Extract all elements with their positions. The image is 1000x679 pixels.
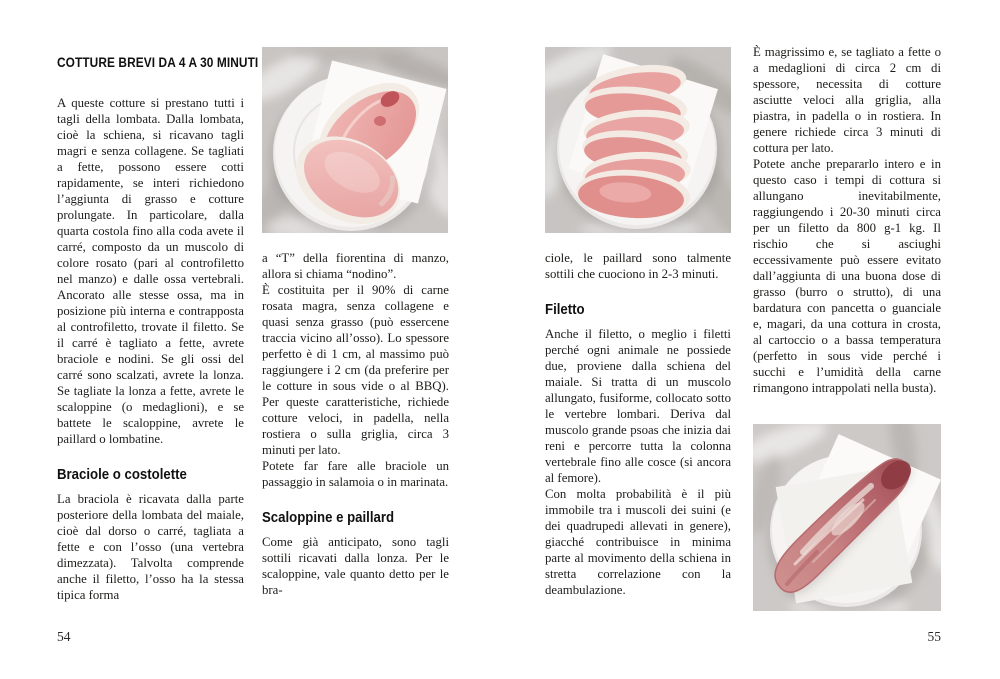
body-paragraph: Anche il filetto, o meglio i filetti perché ogni animale ne possiede due, proviene dalla schiena del maiale. Si tratta di un muscolo allungato, fusiforme, collocato sotto le vertebre lombari. Deriva dal muscolo grande psoas che inizia dai reni e percorre tutta la colonna vertebrale fino alle cosce (si ancora al femore). (545, 327, 731, 485)
spacer (262, 490, 449, 510)
spacer (545, 318, 731, 326)
body-paragraph: Potete anche prepararlo intero e in questo caso i tempi di cottura si allungano inevitabilmente, raggiungendo i 20-30 minuti circa per un filetto da 800 g-1 kg. Il rischio che si asciughi eccessivamente può essere evitato dall’aggiunta di una buona dose di grasso (burro o strutto), di una bardatura con pancetta o guanciale e, magari, da una cottura in crosta, al cartoccio o a bassa temperatura (perfetto in sous vide perché i succhi e l’umidità della carne rimangono intrappolati nella busta). (753, 157, 941, 395)
subheading-scaloppine: Scaloppine e paillard (262, 509, 395, 526)
body-paragraph: a “T” della fiorentina di manzo, allora si chiama “nodino”. (262, 251, 449, 281)
pork-chops-illustration (262, 47, 448, 233)
body-paragraph: È costituita per il 90% di carne rosata magra, senza collagene e quasi senza grasso (può essercene traccia vicino all’osso). Lo spessore perfetto è di 1 cm, al massimo può raggiungere i 2 cm (da preferire per le cotture in sous vide o al BBQ). Per queste caratteristiche, richiede cotture veloci, in padella, nella rostiera o sulla griglia, circa 3 minuti per lato. (262, 283, 449, 457)
body-paragraph: È magrissimo e, se tagliato a fette o a medaglioni di circa 2 cm di spessore, necessita di cotture asciutte veloci alla griglia, alla piastra, in padella o in rostiera. In genere richiede circa 3 minuti di cottura per lato. (753, 45, 941, 155)
pork-loin-slices-photo (545, 47, 731, 233)
spacer (262, 526, 449, 534)
spacer (57, 71, 244, 95)
body-paragraph: La braciola è ricavata dalla parte posteriore della lombata del maiale, cioè dal dorso o carré, tagliata a fette e con l’osso (una vertebra dimezzata). Talvolta comprende anche il filetto, l’osso ha la stessa tipica forma (57, 492, 244, 602)
subheading-filetto: Filetto (545, 301, 585, 318)
body-paragraph: Potete far fare alle braciole un passaggio in salamoia o in marinata. (262, 459, 449, 489)
pork-tenderloin-photo (753, 424, 941, 611)
left-page-column-1 (57, 55, 259, 603)
body-paragraph: A queste cotture si prestano tutti i tagli della lombata. Dalla lombata, cioè la schiena, si ricavano tagli magri e senza collagene. Se tagliati a fette, possono essere cotti rapidamente, se interi richiedono l’aggiunta di grasso e cotture prolungate. In particolare, dalla quarta costola fino alla coda avete il carré, composto da un muscolo di colore rosato (pari al controfiletto nel manzo) e dalle ossa vertebrali. Ancorato alle stesse ossa, ma in posizione più interna e contrapposta al controfiletto, trovate il filetto. Se il carré è tagliato a fette, avrete braciole e nodini. Se gli ossi del carré sono scalzati, avrete la lonza. Se tagliate la lonza a fette, avrete le scaloppine (o medaglioni), e se battete le scaloppine, avrete le paillard o lombatine. (57, 96, 244, 446)
pork-loin-slices-illustration (545, 47, 731, 233)
pork-chops-photo (262, 47, 448, 233)
spacer (57, 447, 244, 467)
right-page-column-1 (545, 250, 731, 598)
page-number-right: 55 (927, 629, 941, 644)
left-page-column-2 (262, 250, 449, 598)
spacer (57, 483, 244, 491)
body-paragraph: Come già anticipato, sono tagli sottili ricavati dalla lonza. Per le scaloppine, vale quanto detto per le bra- (262, 535, 449, 597)
body-paragraph: ciole, le paillard sono talmente sottili che cuociono in 2-3 minuti. (545, 251, 731, 281)
right-page-column-2 (753, 44, 941, 396)
pork-tenderloin-illustration (753, 424, 941, 611)
body-paragraph: Con molta probabilità è il più immobile tra i muscoli dei suini (e dei quadrupedi allevati in genere), giacché contribuisce in minima parte al movimento della schiena in stretta correlazione con la deambulazione. (545, 487, 731, 597)
page-number-left: 54 (57, 629, 71, 644)
spacer (545, 282, 731, 302)
section-title: COTTURE BREVI DA 4 A 30 MINUTI (57, 55, 259, 70)
subheading-braciole: Braciole o costolette (57, 466, 187, 483)
